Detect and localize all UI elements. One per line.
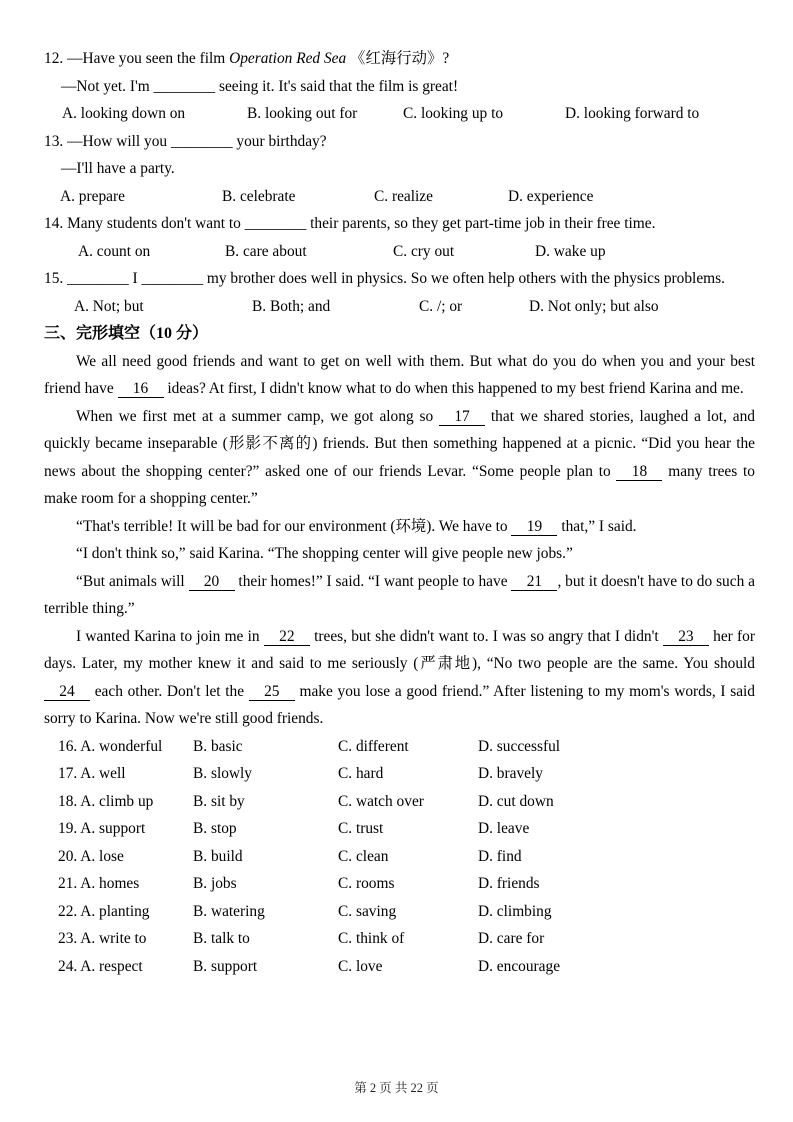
cloze-option-23-a-label: A. write to <box>80 930 147 947</box>
cloze-option-21-c: C. rooms <box>338 875 395 892</box>
option-13-a: A. prepare <box>60 187 125 205</box>
cloze-option-22-a <box>58 898 193 926</box>
cloze-option-17-a <box>58 760 193 788</box>
cloze-option-16-a-label: A. wonderful <box>80 737 163 755</box>
cloze-blank-21: 21 <box>511 574 557 591</box>
cloze-blank-16: 16 <box>118 381 164 398</box>
cloze-option-19-a-label: A. support <box>80 820 146 837</box>
question-14-options <box>44 238 755 266</box>
p2-text-3: many trees to make room for a shopping center.” <box>44 462 755 507</box>
question-13-options <box>44 183 755 211</box>
cloze-option-24-b: B. support <box>193 957 258 975</box>
cloze-option-row-22 <box>44 898 755 926</box>
cloze-blank-19: 19 <box>511 519 557 536</box>
cloze-option-23-a <box>58 925 193 953</box>
p6-text-4: each other. Don't let the <box>90 682 249 700</box>
cloze-option-row-17 <box>44 760 755 788</box>
cloze-option-24-d: D. encourage <box>478 957 561 975</box>
option-14-b: B. care about <box>225 242 307 260</box>
cloze-option-23-d: D. care for <box>478 930 545 947</box>
cloze-option-16-c: C. different <box>338 737 409 755</box>
cloze-option-19-b: B. stop <box>193 820 237 837</box>
film-title-italic: Operation Red Sea <box>229 50 347 67</box>
cloze-option-17-b: B. slowly <box>193 765 253 782</box>
cloze-option-19-d: D. leave <box>478 820 530 837</box>
question-12-stem <box>44 45 755 73</box>
question-15-options <box>44 293 755 321</box>
cloze-option-23-c: C. think of <box>338 930 405 947</box>
cloze-paragraph-3 <box>44 513 755 541</box>
option-15-a: A. Not; but <box>74 297 144 315</box>
cloze-option-21-a-label: A. homes <box>80 875 140 892</box>
cloze-paragraph-2 <box>44 403 755 513</box>
cloze-option-16-number: 16. <box>58 737 78 755</box>
cloze-blank-18: 18 <box>616 464 662 481</box>
cloze-option-21-a <box>58 870 193 898</box>
cloze-option-18-b: B. sit by <box>193 792 245 810</box>
p5-text-3: , but it doesn't have to do such a terrible thing.” <box>44 572 755 617</box>
option-15-b: B. Both; and <box>252 297 331 315</box>
cloze-option-18-c: C. watch over <box>338 792 424 810</box>
cloze-option-18-d: D. cut down <box>478 792 554 810</box>
cloze-blank-25: 25 <box>249 684 295 701</box>
p3-text-2: that,” I said. <box>557 517 637 535</box>
cloze-option-21-b: B. jobs <box>193 875 237 892</box>
cloze-option-16-a <box>58 733 193 761</box>
cloze-option-row-18 <box>44 788 755 816</box>
p1-text-2: ideas? At first, I didn't know what to do when this happened to my best friend Karina and me. <box>163 380 744 397</box>
p6-text-1: I wanted Karina to join me in <box>76 627 264 645</box>
option-14-d: D. wake up <box>535 242 606 260</box>
question-13-reply: —I'll have a party. <box>61 160 175 177</box>
cloze-option-23-number: 23. <box>58 930 78 947</box>
cloze-option-20-d: D. find <box>478 847 522 865</box>
cloze-option-16-d: D. successful <box>478 737 561 755</box>
cloze-option-row-21 <box>44 870 755 898</box>
cloze-option-23-b: B. talk to <box>193 930 250 947</box>
cloze-option-22-number: 22. <box>58 902 78 920</box>
cloze-option-18-number: 18. <box>58 792 78 810</box>
cloze-option-row-24 <box>44 953 755 981</box>
cloze-option-18-a <box>58 788 193 816</box>
option-15-d: D. Not only; but also <box>529 297 659 315</box>
p5-text-2: their homes!” I said. “I want people to have <box>234 572 512 590</box>
cloze-paragraph-4: “I don't think so,” said Karina. “The shopping center will give people new jobs.” <box>76 545 573 562</box>
p5-text-1: “But animals will <box>76 572 189 590</box>
cloze-option-20-a <box>58 843 193 871</box>
cloze-option-22-c: C. saving <box>338 902 397 920</box>
question-12-reply: —Not yet. I'm ________ seeing it. It's said that the film is great! <box>61 77 459 95</box>
question-13-stem: 13. —How will you ________ your birthday? <box>44 132 327 150</box>
cloze-option-20-c: C. clean <box>338 847 389 865</box>
page-footer: 第 2 页 共 22 页 <box>354 1081 439 1095</box>
cloze-option-16-b: B. basic <box>193 737 243 755</box>
cloze-option-17-a-label: A. well <box>80 765 126 782</box>
cloze-blank-20: 20 <box>189 574 235 591</box>
cloze-option-18-a-label: A. climb up <box>80 792 154 810</box>
cloze-blank-22: 22 <box>264 629 310 646</box>
question-12-options <box>44 100 755 128</box>
option-12-d: D. looking forward to <box>565 105 700 122</box>
cloze-option-21-d: D. friends <box>478 875 540 892</box>
section-title-cloze: 三、完形填空（10 分） <box>44 325 209 342</box>
cloze-option-24-number: 24. <box>58 957 78 975</box>
p6-text-2: trees, but she didn't want to. I was so angry that I didn't <box>309 627 663 645</box>
option-13-b: B. celebrate <box>222 187 296 205</box>
cloze-option-row-23 <box>44 925 755 953</box>
cloze-option-24-c: C. love <box>338 957 383 975</box>
p3-text-1: “That's terrible! It will be bad for our environment (环境). We have to <box>76 517 512 535</box>
cloze-option-20-b: B. build <box>193 847 243 865</box>
cloze-option-row-16 <box>44 733 755 761</box>
cloze-option-22-b: B. watering <box>193 902 265 920</box>
p2-text-2: that we shared stories, laughed a lot, and quickly became inseparable (形影不离的) friends. But then something happened at a picnic. “Did you hear the news about the shopping center?” asked one of our friends Levar. “Some people plan to <box>44 407 755 480</box>
p1-text-1: We all need good friends and want to get on well with them. But what do you do when you and your best friend have <box>44 352 755 397</box>
cloze-option-17-c: C. hard <box>338 765 384 782</box>
option-12-c: C. looking up to <box>403 105 504 122</box>
p6-text-5: make you lose a good friend.” After listening to my mom's words, I said sorry to Karina. Now we're still good friends. <box>44 682 755 727</box>
option-14-a: A. count on <box>78 242 151 260</box>
cloze-blank-17: 17 <box>439 409 485 426</box>
cloze-option-22-a-label: A. planting <box>80 902 150 920</box>
cloze-option-19-c: C. trust <box>338 820 384 837</box>
cloze-option-17-number: 17. <box>58 765 78 782</box>
p2-text-1: When we first met at a summer camp, we got along so <box>76 407 440 425</box>
option-12-b: B. looking out for <box>247 105 358 122</box>
option-13-d: D. experience <box>508 187 594 205</box>
question-15-stem: 15. ________ I ________ my brother does well in physics. So we often help others with the physics problems. <box>44 270 725 287</box>
option-14-c: C. cry out <box>393 242 455 260</box>
cloze-paragraph-6 <box>44 623 755 733</box>
cloze-paragraph-5 <box>44 568 755 623</box>
question-12-stem-text: 12. —Have you seen the film <box>44 50 230 67</box>
question-14-stem: 14. Many students don't want to ________ their parents, so they get part-time job in their free time. <box>44 215 656 232</box>
cloze-option-17-d: D. bravely <box>478 765 543 782</box>
cloze-option-row-20 <box>44 843 755 871</box>
cloze-option-21-number: 21. <box>58 875 78 892</box>
cloze-paragraph-1 <box>44 348 755 403</box>
cloze-option-19-a <box>58 815 193 843</box>
cloze-option-row-19 <box>44 815 755 843</box>
cloze-blank-24: 24 <box>44 684 90 701</box>
cloze-option-20-a-label: A. lose <box>80 847 124 865</box>
option-12-a: A. looking down on <box>62 105 186 122</box>
option-15-c: C. /; or <box>419 297 463 315</box>
question-12-stem-cjk: 《红海行动》? <box>346 50 450 67</box>
cloze-option-20-number: 20. <box>58 847 78 865</box>
cloze-option-19-number: 19. <box>58 820 78 837</box>
cloze-option-22-d: D. climbing <box>478 902 552 920</box>
option-13-c: C. realize <box>374 187 433 205</box>
cloze-option-24-a <box>58 953 193 981</box>
p6-text-3: her for days. Later, my mother knew it and said to me seriously (严肃地), “No two people are the same. You should <box>44 627 755 672</box>
cloze-blank-23: 23 <box>663 629 709 646</box>
cloze-option-24-a-label: A. respect <box>80 957 143 975</box>
